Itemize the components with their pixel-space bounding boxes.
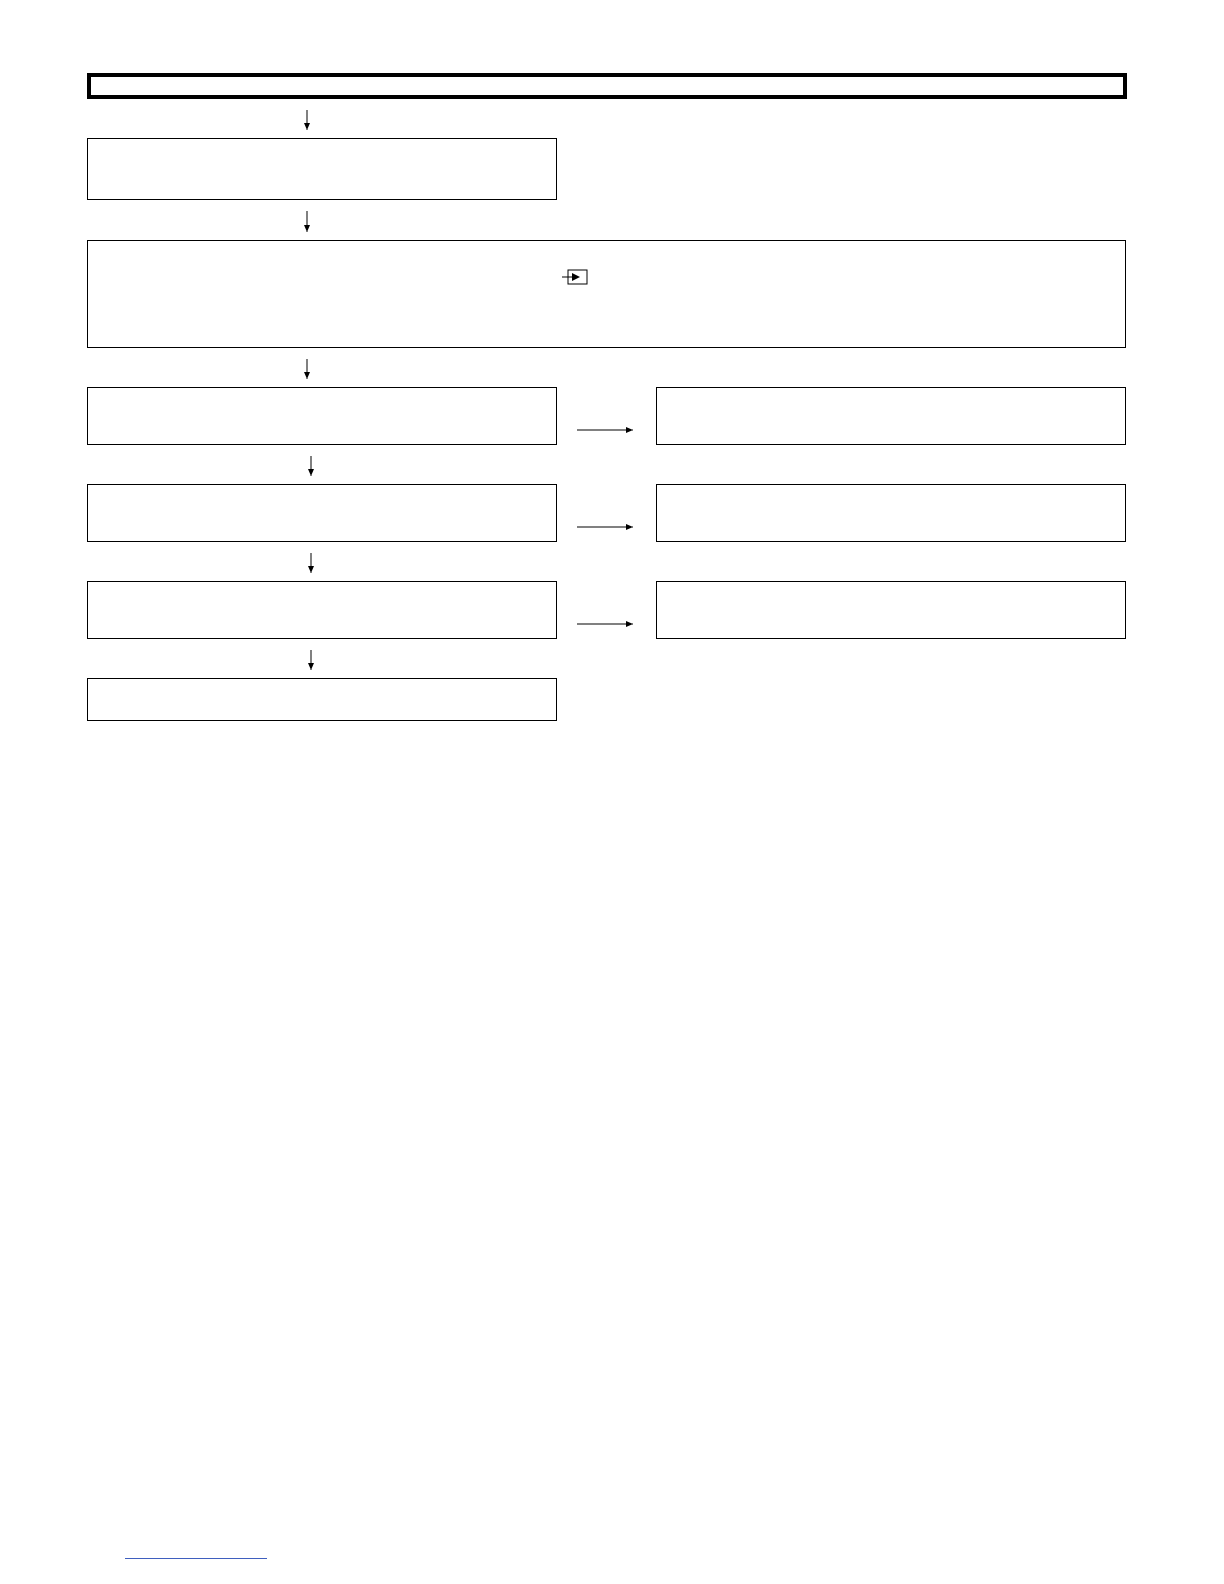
footer-link-underline[interactable] — [125, 1558, 267, 1559]
step-box-4 — [87, 484, 557, 542]
step-box-2 — [87, 240, 1126, 348]
step-box-5 — [87, 581, 557, 639]
header-bar — [87, 73, 1127, 99]
branch-box-1 — [656, 387, 1126, 445]
branch-box-3 — [656, 581, 1126, 639]
branch-box-2 — [656, 484, 1126, 542]
step-box-6 — [87, 678, 557, 721]
step-box-3 — [87, 387, 557, 445]
step-box-1 — [87, 138, 557, 200]
